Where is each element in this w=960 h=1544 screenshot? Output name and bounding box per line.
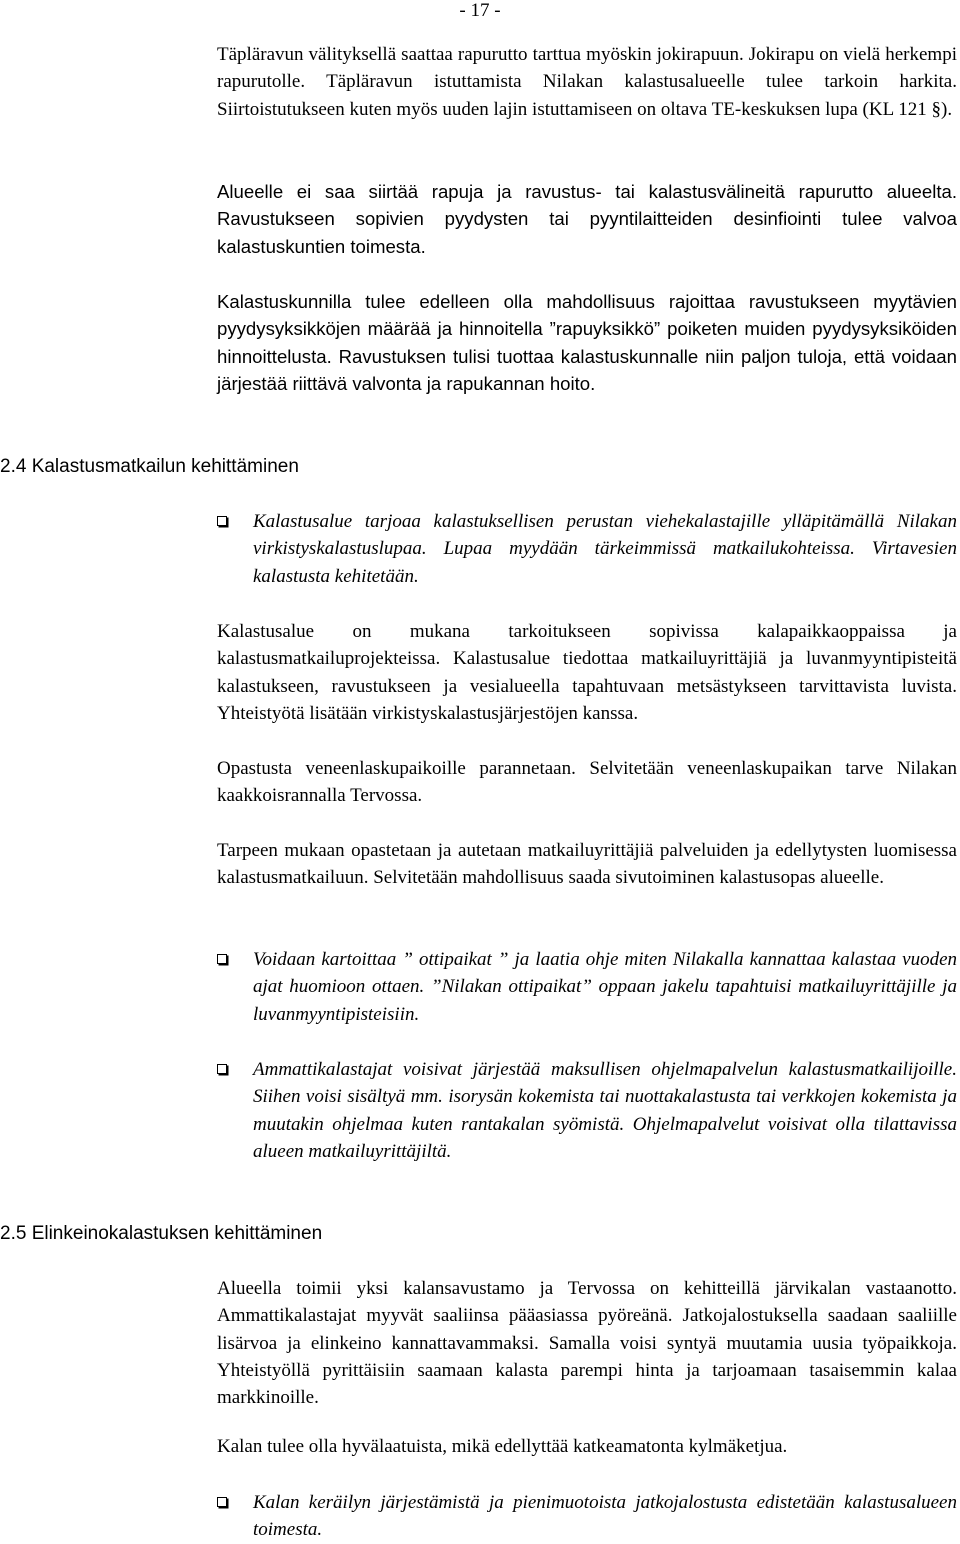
bullet-item xyxy=(217,1489,957,1544)
paragraph-rapurutto-risk: Täpläravun välityksellä saattaa rapurutto tarttua myöskin jokirapuun. Jokirapu on vielä herkempi rapurutolle. Täpläravun istuttamista Nilakan kalastusalueelle tulee tarkoin harkita. Siirtoistutukseen kuten myös uuden lajin istuttamiseen on oltava TE-keskuksen lupa (KL 121 §). xyxy=(217,44,957,120)
bullet-item xyxy=(217,1056,957,1165)
paragraph-fish-processing: Alueella toimii yksi kalansavustamo ja Tervossa on kehitteillä järvikalan vastaanotto. Ammattikalastajat myyvät saaliinsa pääasiassa pyöreänä. Jatkojalostuksella saadaan saaliille lisärvoa ja elinkeino kannattavammaksi. Samalla voisi syntyä muutamia uusia työpaikkoja. Yhteistyöllä pyrittäisiin saamaan kalasta parempi hinta ja tarjoamaan tasaisemmin kalaa markkinoille. xyxy=(217,1278,957,1409)
checkbox-bullet-icon xyxy=(217,1064,227,1074)
heading-section-2-4: 2.4 Kalastusmatkailun kehittäminen xyxy=(0,456,299,477)
paragraph-transfer-ban: Alueelle ei saa siirtää rapuja ja ravustus- tai kalastusvälineitä rapurutto alueelta. Ravustukseen sopivien pyydysten tai pyyntilaitteiden desinfiointi tulee valvoa kalastuskuntien toimesta. xyxy=(217,181,957,257)
checkbox-bullet-icon xyxy=(217,1497,227,1507)
paragraph-boat-launch: Opastusta veneenlaskupaikoille parannetaan. Selvitetään veneenlaskupaikan tarve Nilakan kaakkoisrannalla Tervossa. xyxy=(217,758,957,807)
heading-section-2-5: 2.5 Elinkeinokalastuksen kehittäminen xyxy=(0,1223,323,1244)
bullet-text: Kalastusalue tarjoaa kalastuksellisen perustan viehekalastajille ylläpitämällä Nilakan virkistyskalastuslupaa. Lupaa myydään tärkeimmissä matkailukohteissa. Virtavesien kalastusta kehitetään. xyxy=(253,511,957,587)
bullet-text: Voidaan kartoittaa ” ottipaikat ” ja laatia ohje miten Nilakalla kannattaa kalastaa vuoden ajat huomioon ottaen. ”Nilakan ottipaikat” oppaan jakelu tapahtuisi matkailuyrittäjille ja luvanmyyntipisteisiin. xyxy=(253,949,957,1025)
checkbox-bullet-icon xyxy=(217,954,227,964)
paragraph-tourism-support: Tarpeen mukaan opastetaan ja autetaan matkailuyrittäjiä palveluiden ja edellytysten luomisessa kalastusmatkailuun. Selvitetään mahdollisuus saada sivutoiminen kalastusopas alueelle. xyxy=(217,840,957,889)
paragraph-fishing-guides: Kalastusalue on mukana tarkoitukseen sopivissa kalapaikkaoppaissa ja kalastusmatkailuprojekteissa. Kalastusalue tiedottaa matkailuyrittäjiä ja luvanmyyntipisteitä kalastukseen, ravustukseen ja vesialueella tapahtuvaan metsästykseen tarvittavista luvista. Yhteistyötä lisätään virkistyskalastusjärjestöjen kanssa. xyxy=(217,621,957,724)
page-number: - 17 - xyxy=(459,0,501,21)
checkbox-bullet-icon xyxy=(217,516,227,526)
paragraph-cold-chain: Kalan tulee olla hyvälaatuista, mikä edellyttää katkeamatonta kylmäketjua. xyxy=(217,1436,788,1457)
bullet-text: Ammattikalastajat voisivat järjestää maksullisen ohjelmapalvelun kalastusmatkailijoille. Siihen voisi sisältyä mm. isorysän kokemista tai nuottakalastusta tai verkkojen kokemista ja muutakin ohjelmaa kuten rantakalan syömistä. Ohjelmapalvelut voisivat olla tilattavissa alueen matkailuyrittäjiltä. xyxy=(253,1059,957,1162)
bullet-item xyxy=(217,508,957,590)
bullet-item xyxy=(217,946,957,1028)
bullet-text: Kalan keräilyn järjestämistä ja pienimuotoista jatkojalostusta edistetään kalastusalueen toimesta. xyxy=(253,1492,957,1541)
paragraph-fishing-units: Kalastuskunnilla tulee edelleen olla mahdollisuus rajoittaa ravustukseen myytävien pyydysyksikköjen määrää ja hinnoitella ”rapuyksikkö” poiketen muiden pyydysyksiköiden hinnoittelusta. Ravustuksen tulisi tuottaa kalastuskunnalle niin paljon tuloja, että voidaan järjestää riittävä valvonta ja rapukannan hoito. xyxy=(217,291,957,394)
